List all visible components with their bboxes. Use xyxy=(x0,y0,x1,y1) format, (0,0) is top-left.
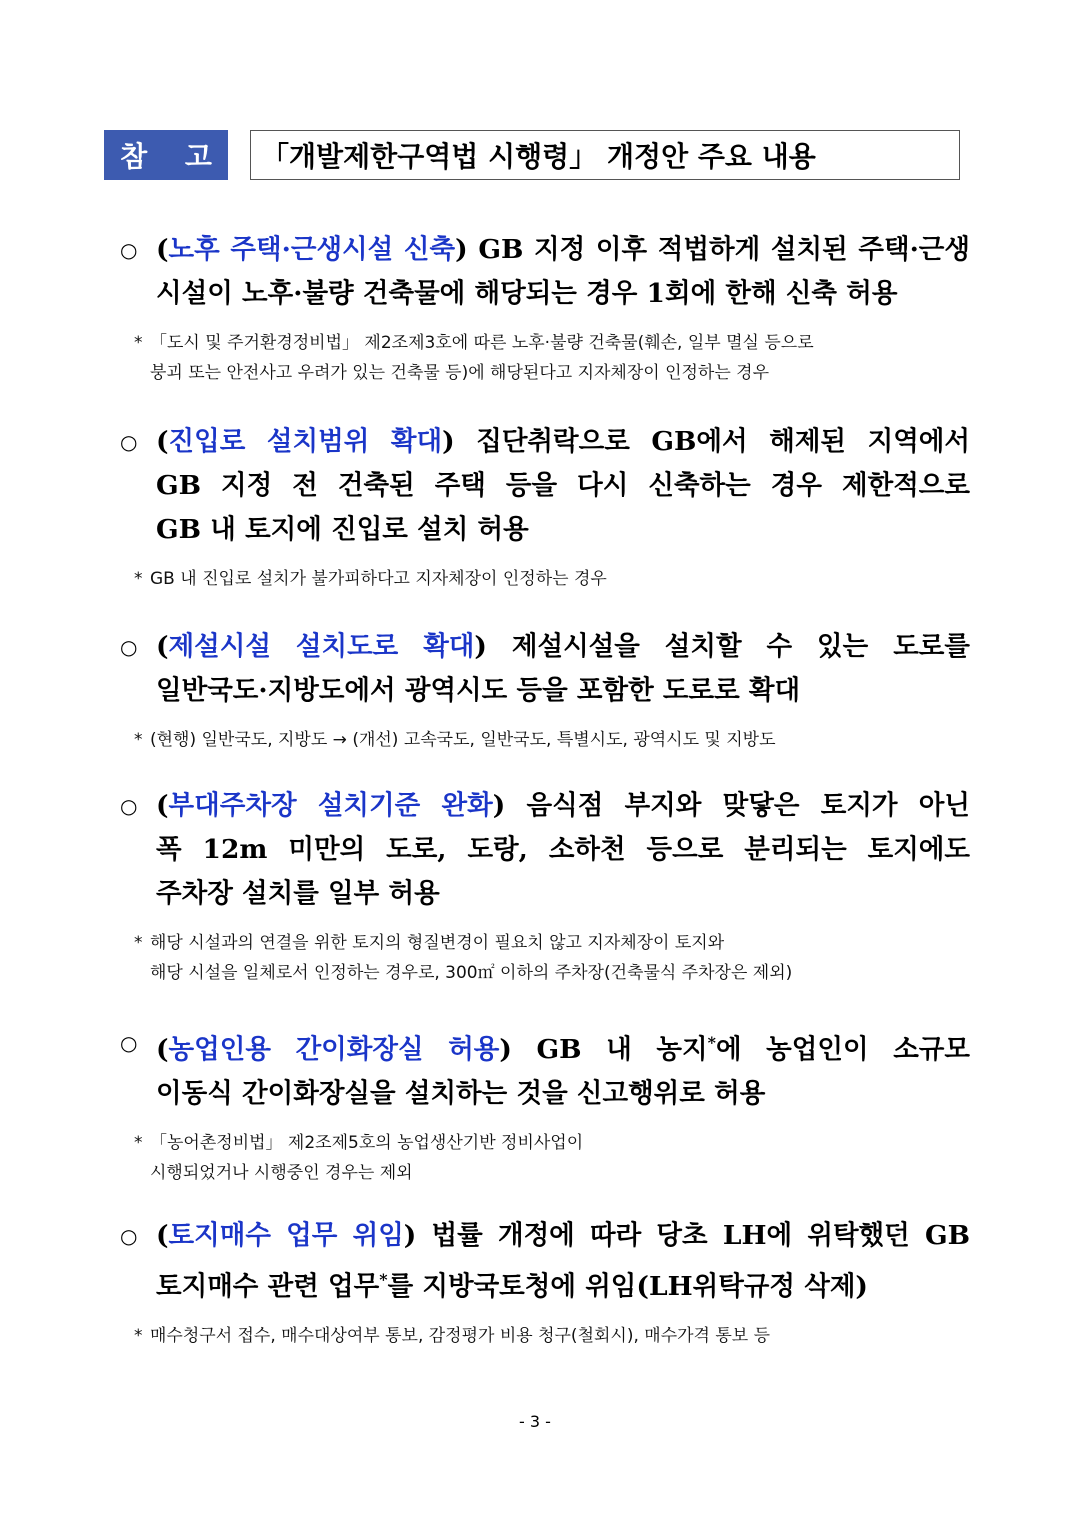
section-note: * 매수청구서 접수, 매수대상여부 통보, 감정평가 비용 청구(철회시), 매수가격 통보 등 xyxy=(120,1321,970,1351)
section-note: * GB 내 진입로 설치가 불가피하다고 지자체장이 인정하는 경우 xyxy=(120,564,970,594)
asterisk-icon: * xyxy=(134,333,143,353)
header xyxy=(104,130,960,180)
document-title: 「개발제한구역법 시행령」 개정안 주요 내용 xyxy=(250,130,960,180)
section-highlight: 토지매수 업무 위임 xyxy=(168,1220,404,1251)
section-note: * 「농어촌정비법」 제2조제5호의 농업생산기반 정비사업이 시행되었거나 시행중인 경우는 제외 xyxy=(120,1128,970,1188)
section-note: * (현행) 일반국도, 지방도 → (개선) 고속국도, 일반국도, 특별시도, 광역시도 및 지방도 xyxy=(120,725,970,755)
section-line: GB 내 토지에 진입로 설치 허용 xyxy=(156,514,529,545)
section-highlight: 노후 주택·근생시설 신축 xyxy=(168,234,456,265)
section-main-text: ○ (토지매수 업무 위임) 법률 개정에 따라 당초 LH에 위탁했던 GB 토지매수 관련 업무*를 지방국토청에 위임(LH위탁규정 삭제) xyxy=(120,1214,970,1309)
asterisk-icon: * xyxy=(134,933,143,953)
section-toilet xyxy=(120,1021,970,1188)
section-access-road xyxy=(120,420,970,594)
section-main-text: ○ (진입로 설치범위 확대) 집단취락으로 GB에서 해제된 지역에서 GB 지정 전 건축된 주택 등을 다시 신축하는 경우 제한적으로 GB 내 토지에 진입로 설치 허용 xyxy=(120,420,970,552)
section-line: 폭 12m 미만의 도로, 도랑, 소하천 등으로 분리되는 토지에도 xyxy=(156,834,970,865)
section-note: * 해당 시설과의 연결을 위한 토지의 형질변경이 필요치 않고 지자체장이 토지와 해당 시설을 일체로서 인정하는 경우로, 300㎡ 이하의 주차장(건축물식 주차장은 제외) xyxy=(120,928,970,988)
section-line: 주차장 설치를 일부 허용 xyxy=(156,878,440,909)
section-land-purchase xyxy=(120,1214,970,1351)
circle-bullet-icon: ○ xyxy=(120,1031,138,1055)
circle-bullet-icon: ○ xyxy=(120,794,138,818)
asterisk-icon: * xyxy=(134,1325,143,1346)
section-highlight: 부대주차장 설치기준 완화 xyxy=(168,790,493,821)
section-highlight: 진입로 설치범위 확대 xyxy=(168,426,443,457)
asterisk-icon: * xyxy=(134,569,143,589)
section-main-text: ○ (제설시설 설치도로 확대) 제설시설을 설치할 수 있는 도로를 일반국도·지방도에서 광역시도 등을 포함한 도로로 확대 xyxy=(120,625,970,713)
section-highlight: 제설시설 설치도로 확대 xyxy=(168,631,475,662)
section-old-housing xyxy=(120,228,970,388)
section-line: 이동식 간이화장실을 설치하는 것을 신고행위로 허용 xyxy=(156,1077,766,1109)
circle-bullet-icon: ○ xyxy=(120,1224,138,1248)
section-main-text: ○ (노후 주택·근생시설 신축) GB 지정 이후 적법하게 설치된 주택·근생 시설이 노후·불량 건축물에 해당되는 경우 1회에 한해 신축 허용 xyxy=(120,228,970,316)
asterisk-icon: * xyxy=(134,730,143,750)
section-parking xyxy=(120,784,970,988)
section-main-text: ○ (농업인용 간이화장실 허용) GB 내 농지*에 농업인이 소규모 이동식 간이화장실을 설치하는 것을 신고행위로 허용 xyxy=(120,1021,970,1116)
section-highlight: 농업인용 간이화장실 허용 xyxy=(168,1033,500,1065)
section-line: 토지매수 관련 업무*를 지방국토청에 위임(LH위탁규정 삭제) xyxy=(156,1270,868,1302)
section-main-text: ○ (부대주차장 설치기준 완화) 음식점 부지와 맞닿은 토지가 아닌 폭 12m 미만의 도로, 도랑, 소하천 등으로 분리되는 토지에도 주차장 설치를 일부 허용 xyxy=(120,784,970,916)
page-number: - 3 - xyxy=(519,1412,551,1431)
section-line: 시설이 노후·불량 건축물에 해당되는 경우 1회에 한해 신축 허용 xyxy=(156,278,898,309)
section-line: 일반국도·지방도에서 광역시도 등을 포함한 도로로 확대 xyxy=(156,675,801,706)
section-note: * 「도시 및 주거환경정비법」 제2조제3호에 따른 노후·불량 건축물(훼손, 일부 멸실 등으로 붕괴 또는 안전사고 우려가 있는 건축물 등)에 해당된다고 지자체장이 인정하는 경우 xyxy=(120,328,970,388)
circle-bullet-icon: ○ xyxy=(120,635,138,659)
section-snow-removal xyxy=(120,625,970,755)
reference-badge: 참 고 xyxy=(104,130,228,180)
asterisk-icon: * xyxy=(134,1132,143,1153)
section-line: GB 지정 전 건축된 주택 등을 다시 신축하는 경우 제한적으로 xyxy=(156,470,970,501)
circle-bullet-icon: ○ xyxy=(120,430,138,454)
circle-bullet-icon: ○ xyxy=(120,238,138,262)
